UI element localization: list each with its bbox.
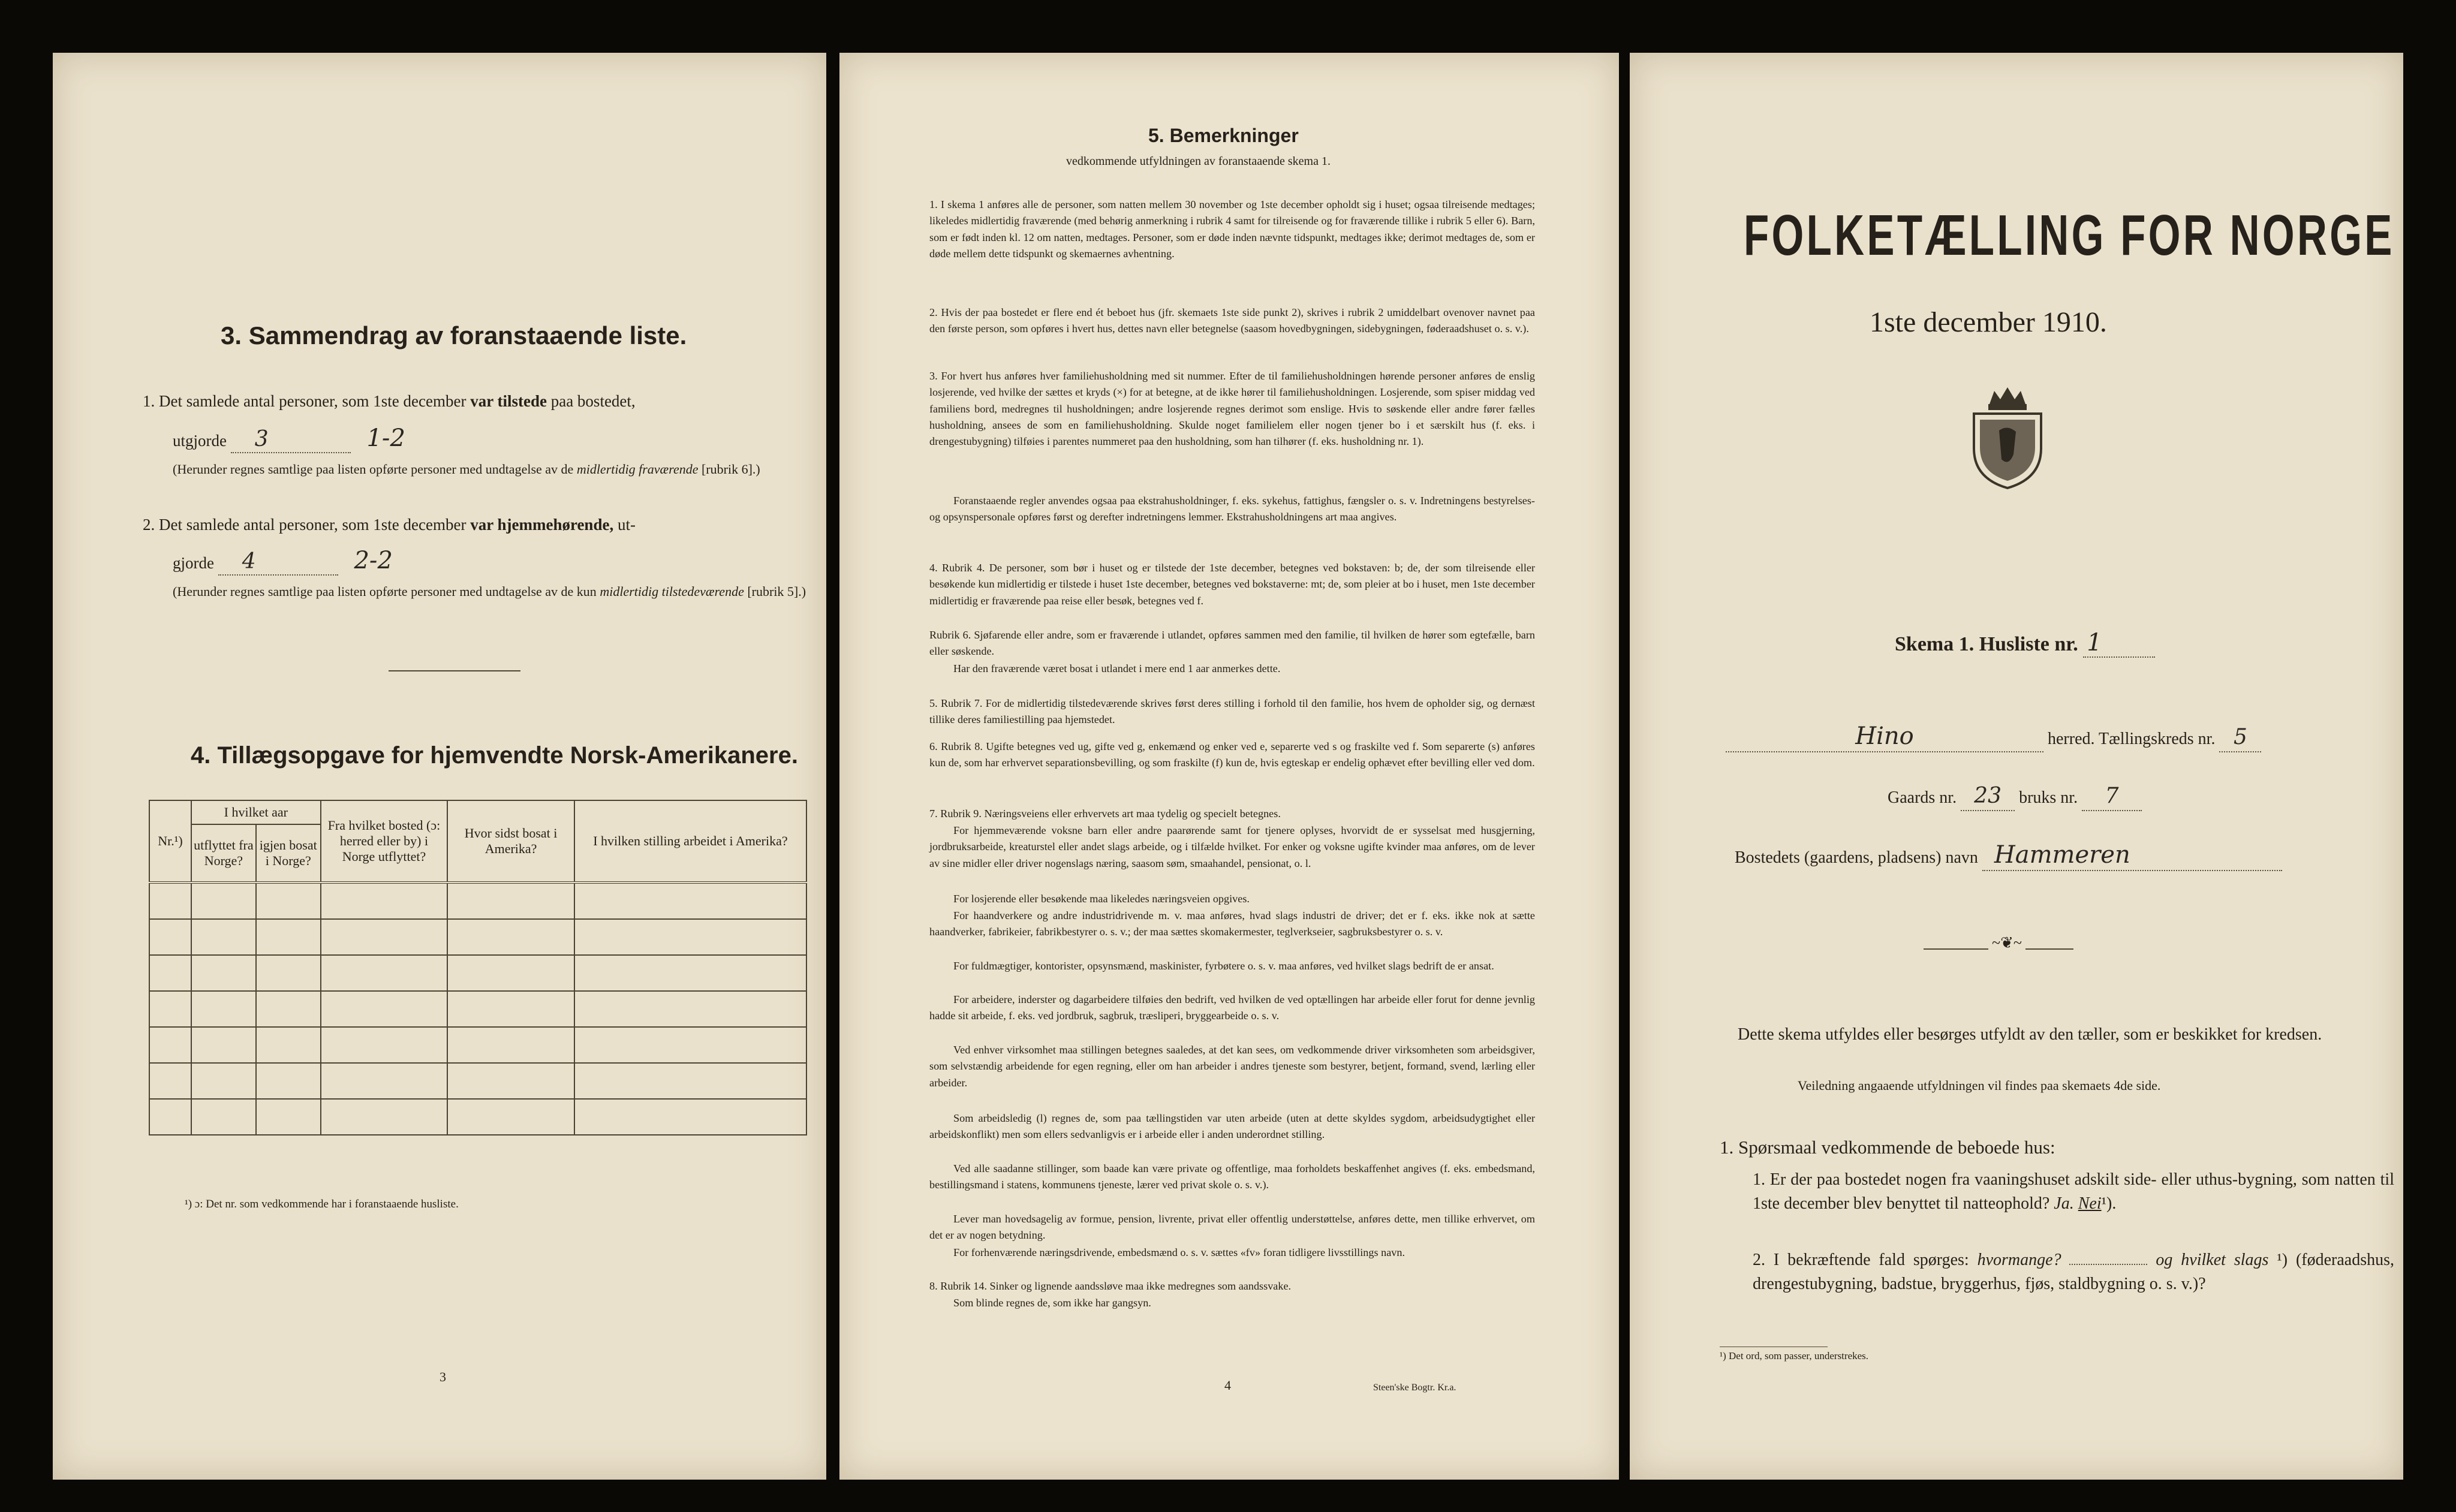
table-row: [149, 955, 806, 991]
gaards-line: Gaards nr. 23 bruks nr. 7: [1888, 784, 2142, 811]
remark-7: 7. Rubrik 9. Næringsveiens eller erhvervets art maa tydelig og specielt betegnes.: [929, 808, 1281, 820]
intro-text: Dette skema utfyldes eller besørges utfyldt av den tæller, som er beskikket for kredsen.: [1738, 1025, 2322, 1044]
remarks-subtitle: vedkommende utfyldningen av foranstaaende skema 1.: [1066, 155, 1331, 168]
veiledning-text: Veiledning angaaende utfyldningen vil findes paa skemaets 4de side.: [1798, 1078, 2161, 1093]
col-utflyttet-header: utflyttet fra Norge?: [191, 824, 256, 882]
item-2-note: (Herunder regnes samtlige paa listen opførte personer med undtagelse av de kun midlertidig tilstedeværende [rubrik 5].): [173, 584, 806, 599]
table-row: [149, 1099, 806, 1135]
remark-7-g: Som arbeidsledig (l) regnes de, som paa tællingstiden var uten arbeide (uten at dette skyldes sygdom, arbeidsudygtighet eller arbeidskonflikt) men som ellers sedvanligvis er i arbeide eller i anden underordnet stilling.: [929, 1112, 1535, 1141]
footnote: ¹) Det ord, som passer, understrekes.: [1720, 1350, 1869, 1362]
remark-7-j: For forhenværende næringsdrivende, embedsmænd o. s. v. sættes «fv» foran tidligere livsstillings navn.: [953, 1246, 1405, 1258]
handwritten-bruks-nr: 7: [2105, 784, 2119, 808]
table-row: [149, 1027, 806, 1063]
remark-7-f: Ved enhver virksomhet maa stillingen betegnes saaledes, at det kan sees, om vedkommende driver virksomheten som arbeidsgiver, som selvstændig arbeidende for egen regning, eller om han arbeider i andres tjeneste som bestyrer, betjent, formand, svend, lærling eller arbeider.: [929, 1044, 1535, 1089]
skema-line: Skema 1. Husliste nr. 1: [1895, 631, 2155, 658]
col-igjen-header: igjen bosat i Norge?: [256, 824, 321, 882]
section-3-title: 3. Sammendrag av foranstaaende liste.: [221, 321, 687, 350]
printer-mark: Steen'ske Bogtr. Kr.a.: [1373, 1383, 1456, 1393]
handwritten-count-1b: 1-2: [366, 424, 405, 452]
table-row: [149, 991, 806, 1027]
col-hvor-header: Hvor sidst bosat i Amerika?: [447, 800, 574, 882]
remark-3: 3. For hvert hus anføres hver familiehusholdning med sit nummer. Efter de til familiehusholdningen hørende personer anføres de enslig losjerende, ved hvilke der sættes et kryds (×) for at betegne, at de ikke hører til familiehusholdningen. Losjerende, som spiser middag ved familiens bord, medregnes til husholdningen; andre losjerende regnes derimot som enslige. Hvis to søskende eller andre fører fælles husholdning, ansees de som en familiehusholdning. Skulde noget familielem eller nogen tjener bo i et særskilt hus (f. eks. i drengestubygning) tilføies i parentes nummeret paa den husholdning, som han tilhører (f. eks. husholdning nr. 1).: [929, 370, 1535, 448]
handwritten-count-2: 4: [242, 549, 256, 574]
census-date: 1ste december 1910.: [1870, 306, 2107, 338]
right-page: [1630, 53, 2403, 1480]
herred-line: Hino herred. Tællingskreds nr. 5: [1726, 724, 2397, 752]
remark-7-c: For haandverkere og andre industridrivende m. v. maa anføres, hvad slags industri de driver; det er f. eks. ikke nok at sætte haandverker, fabrikeier, fabrikbestyrer o. s. v.; der maa sættes skomakermester, teglverkseier, sagbruksbestyrer o. s. v.: [929, 909, 1535, 938]
remarks-title: 5. Bemerkninger: [1148, 125, 1299, 146]
remark-4-rubrik-6: Rubrik 6. Sjøfarende eller andre, som er fraværende i utlandet, opføres sammen med den familie, til hvilken de hører som egtefælle, barn eller søskende.: [929, 629, 1535, 658]
remark-3-cont: Foranstaaende regler anvendes ogsaa paa ekstrahusholdninger, f. eks. sykehus, fattighus, fængsler o. s. v. Indretningens bestyrelses- og opsynspersonale opføres først og derefter indretningens lemmer. Ekstrahusholdningens art maa angives.: [929, 495, 1535, 523]
item-1-utgjorde: utgjorde 3 1-2: [173, 424, 405, 452]
table-row: [149, 919, 806, 955]
remark-6: 6. Rubrik 8. Ugifte betegnes ved ug, gifte ved g, enkemænd og enker ved e, separerte ved s og fraskilte ved f. Som separerte (s) anføres kun de, som har erhvervet separationsbevilling, og som fraskilte (f) kun de, hvis egteskap er endelig ophævet efter bevilling eller ved dom.: [929, 740, 1535, 769]
remark-7-h: Ved alle saadanne stillinger, som baade kan være private og offentlige, maa forholdets beskaffenhet angives (f. eks. embedsmand, bestillingsmand i statens, kommunens tjeneste, lærer ved privat skole o. s. v.).: [929, 1162, 1535, 1191]
item-2-line: 2. Det samlede antal personer, som 1ste december var hjemmehørende, ut-: [143, 516, 636, 534]
handwritten-kreds-nr: 5: [2234, 725, 2247, 749]
coat-of-arms-icon: [1966, 382, 2049, 490]
table-row: [149, 1063, 806, 1099]
questions-heading: 1. Spørsmaal vedkommende de beboede hus:: [1720, 1137, 2055, 1158]
left-page: [53, 53, 826, 1480]
handwritten-herred: Hino: [1855, 722, 1914, 750]
item-2-utgjorde: gjorde 4 2-2: [173, 547, 393, 574]
remark-7-e: For arbeidere, inderster og dagarbeidere tilføies den bedrift, ved hvilken de ved optællingen har arbeide eller forut for denne jevnlig hadde sit arbeide, f. eks. ved jordbruk, sagbruk, træsliperi, bryggearbeide o. s. v.: [929, 993, 1535, 1022]
remark-8-cont: Som blinde regnes de, som ikke har gangsyn.: [953, 1297, 1151, 1309]
remark-1: 1. I skema 1 anføres alle de personer, som natten mellem 30 november og 1ste december opholdt sig i huset; ogsaa tilreisende medtages; likeledes midlertidig fraværende (med behørig anmerkning i rubrik 4 samt for tilreisende og for fraværende tillike i rubrik 5 eller 6). Barn, som er født inden kl. 12 om natten, medtages. Personer, som er døde inden nævnte tidspunkt, medtages ikke; derimot medtages de, som er døde mellem dette tidspunkt og skemaernes avhentning.: [929, 198, 1535, 260]
item-1-note: (Herunder regnes samtlige paa listen opførte personer med undtagelse av de midlertidig fraværende [rubrik 6].): [173, 462, 760, 477]
remark-2: 2. Hvis der paa bostedet er flere end ét beboet hus (jfr. skemaets 1ste side punkt 2), skrives i rubrik 2 umiddelbart ovenover navnet paa den første person, som opføres i hvert hus, dettes navn eller betegnelse (saasom hovedbygningen, sidebygningen, føderaadshuset o. s. v.).: [929, 306, 1535, 335]
remark-7-a: For hjemmeværende voksne barn eller andre paarørende samt for tjenere oplyses, hvorvidt de er sysselsat med husgjerning, jordbruksarbeide, kreaturstel eller andet slags arbeide, og i tilfælde hvilket. For enker og voksne ugifte kvinder maa anføres, om de lever av sine midler eller driver nogenslags næring, saasom søm, smaahandel, pensionat, o. l.: [929, 824, 1535, 869]
question-1: 1. Er der paa bostedet nogen fra vaaningshuset adskilt side- eller uthus-bygning, som natten til 1ste december blev benyttet til natteophold? Ja. Nei¹).: [1753, 1170, 2394, 1213]
col-year-group-header: I hvilket aar: [191, 800, 321, 824]
col-nr-header: Nr.¹): [149, 800, 191, 882]
table-row: [149, 882, 806, 919]
handwritten-bosted: Hammeren: [1994, 841, 2130, 869]
remark-7-d: For fuldmægtiger, kontorister, opsynsmænd, maskinister, fyrbøtere o. s. v. maa anføres, ved hvilket slags bedrift de er ansat.: [953, 960, 1494, 972]
remark-8: 8. Rubrik 14. Sinker og lignende aandssløve maa ikke medregnes som aandssvake.: [929, 1280, 1292, 1292]
remark-4-cont: Har den fraværende været bosat i utlandet i mere end 1 aar anmerkes dette.: [953, 662, 1281, 674]
handwritten-count-2b: 2-2: [354, 547, 393, 574]
col-fra-header: Fra hvilket bosted (ɔ: herred eller by) i Norge utflyttet?: [321, 800, 448, 882]
bosted-line: Bostedets (gaardens, pladsens) navn Hammeren: [1735, 843, 2394, 871]
section-4-title: 4. Tillægsopgave for hjemvendte Norsk-Amerikanere.: [191, 742, 798, 769]
col-stilling-header: I hvilken stilling arbeidet i Amerika?: [574, 800, 806, 882]
remark-4: 4. Rubrik 4. De personer, som bør i huset og er tilstede der 1ste december, betegnes ved bokstaven: b; de, der som tilreisende eller besøkende kun midlertidig er tilstede i huset 1ste december, betegnes ved bokstaverne: mt; de, som pleier at bo i huset, men 1ste december midlertidig er fraværende paa reise eller besøk, betegnes ved f.: [929, 562, 1535, 607]
page-number: 3: [440, 1369, 446, 1384]
handwritten-husliste-nr: 1: [2087, 629, 2102, 656]
answer-nei: Nei: [2078, 1194, 2102, 1213]
remark-7-i: Lever man hovedsagelig av formue, pension, livrente, privat eller offentlig understøttelse, anføres dette, men tillike erhvervet, om det er av nogen betydning.: [929, 1213, 1535, 1242]
table-footnote: ¹) ɔ: Det nr. som vedkommende har i foranstaaende husliste.: [185, 1198, 459, 1210]
middle-page: [839, 53, 1619, 1480]
item-1-line: 1. Det samlede antal personer, som 1ste december var tilstede paa bostedet,: [143, 392, 636, 410]
ornament-icon: ~❦~: [1988, 934, 2025, 952]
handwritten-count-1: 3: [254, 427, 269, 451]
page-number: 4: [1224, 1378, 1231, 1393]
handwritten-gaards-nr: 23: [1974, 784, 2001, 808]
norsk-amerikaner-table: [149, 800, 807, 1135]
main-title: FOLKETÆLLING FOR NORGE: [1744, 203, 2395, 267]
divider: [389, 670, 520, 671]
remark-7-b: For losjerende eller besøkende maa likeledes næringsveien opgives.: [953, 893, 1250, 905]
remark-5: 5. Rubrik 7. For de midlertidig tilstedeværende skrives først deres stilling i forhold til den familie, hos hvem de opholder sig, og dernæst tillike deres familiestilling paa hjemstedet.: [929, 697, 1535, 726]
question-2: 2. I bekræftende fald spørges: hvormange? og hvilket slags ¹) (føderaadshus, drengestubygning, badstue, bryggerhus, fjøs, staldbygning o. s. v.)?: [1753, 1251, 2394, 1293]
